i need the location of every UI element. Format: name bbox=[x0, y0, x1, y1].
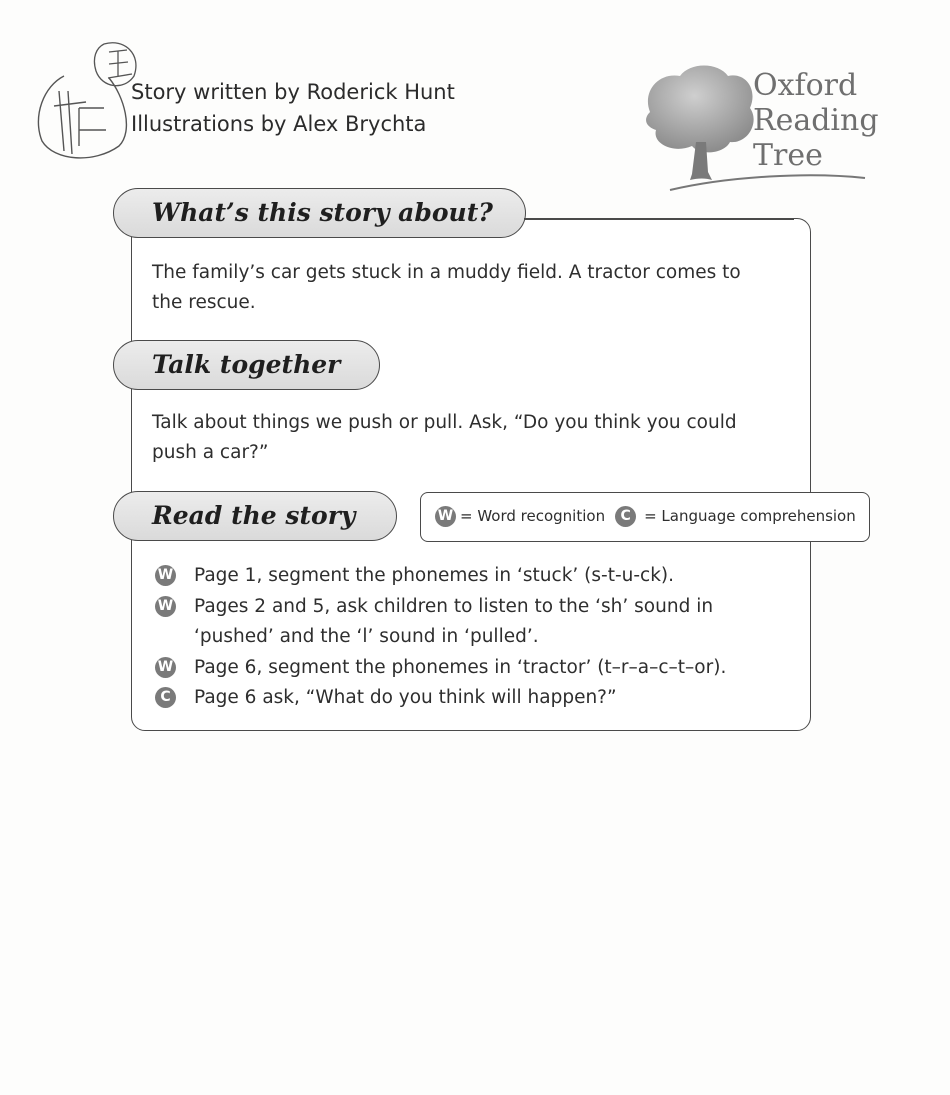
handwritten-scribble bbox=[24, 36, 144, 166]
step-badge: W bbox=[155, 657, 176, 678]
brand-line-oxford: Oxford bbox=[753, 68, 858, 103]
section-heading-talk bbox=[113, 340, 380, 390]
step-text: Page 6 ask, “What do you think will happen?” bbox=[194, 687, 617, 708]
read-title: Read the story bbox=[152, 501, 356, 530]
word-recognition-badge: W bbox=[435, 506, 456, 527]
step-text: Page 6, segment the phonemes in ‘tractor’ (t–r–a–c–t–or). bbox=[194, 656, 727, 678]
talk-text: Talk about things we push or pull. Ask, “Do you think you could push a car?” bbox=[152, 412, 737, 463]
about-title: What’s this story about? bbox=[152, 198, 493, 227]
word-recognition-label: = Word recognition bbox=[460, 507, 606, 525]
list-item bbox=[153, 592, 754, 653]
list-item bbox=[153, 683, 794, 714]
book-credits bbox=[131, 76, 455, 140]
brand-line-tree: Tree bbox=[753, 138, 823, 173]
language-comprehension-label: = Language comprehension bbox=[644, 507, 856, 525]
badge-legend bbox=[420, 492, 870, 542]
step-badge: C bbox=[155, 687, 176, 708]
list-item bbox=[153, 561, 794, 592]
talk-title: Talk together bbox=[152, 350, 341, 379]
brand-line-reading: Reading bbox=[753, 103, 879, 138]
step-badge: W bbox=[155, 596, 176, 617]
list-item bbox=[153, 653, 794, 684]
illustrator-credit: Illustrations by Alex Brychta bbox=[131, 112, 427, 136]
reading-steps-list bbox=[153, 561, 794, 714]
divider bbox=[524, 218, 794, 220]
step-badge: W bbox=[155, 565, 176, 586]
step-text: Pages 2 and 5, ask children to listen to the ‘sh’ sound in ‘pushed’ and the ‘l’ sound in ‘pulled’. bbox=[194, 595, 714, 647]
author-credit: Story written by Roderick Hunt bbox=[131, 80, 455, 104]
about-text: The family’s car gets stuck in a muddy field. A tractor comes to the rescue. bbox=[152, 262, 741, 313]
section-heading-about bbox=[113, 188, 526, 238]
section-heading-read bbox=[113, 491, 397, 541]
brand-wordmark bbox=[753, 68, 879, 173]
oxford-reading-tree-logo bbox=[640, 62, 880, 202]
language-comprehension-badge: C bbox=[615, 506, 636, 527]
step-text: Page 1, segment the phonemes in ‘stuck’ (s-t-u-ck). bbox=[194, 565, 675, 586]
